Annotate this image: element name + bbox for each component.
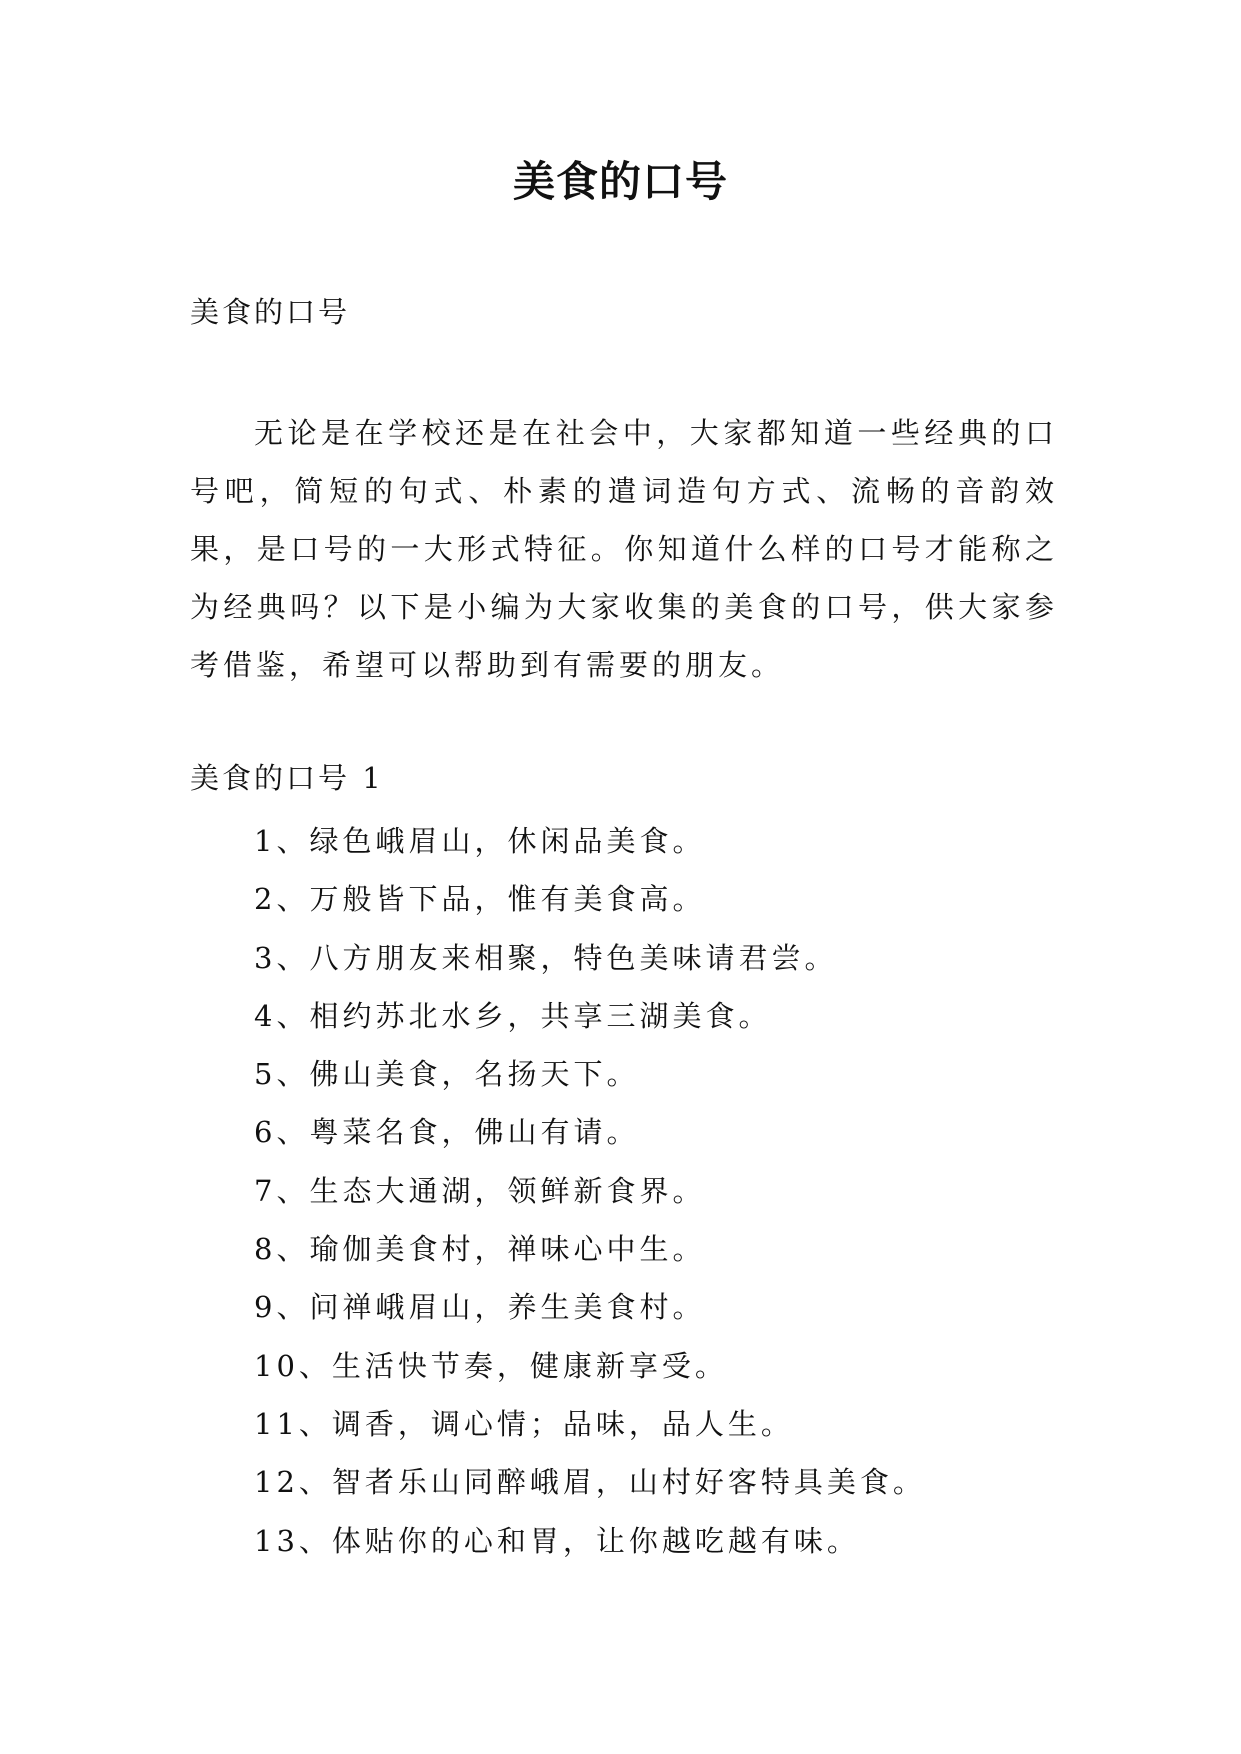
slogan-item: 10、生活快节奏，健康新享受。 — [254, 1348, 728, 1383]
document-title: 美食的口号 — [512, 157, 728, 206]
document-subtitle: 美食的口号 — [190, 295, 351, 329]
slogan-item: 5、佛山美食，名扬天下。 — [254, 1057, 640, 1092]
slogan-item: 6、粤菜名食，佛山有请。 — [254, 1115, 640, 1150]
slogan-item: 8、瑜伽美食村，禅味心中生。 — [254, 1232, 706, 1267]
slogan-item: 2、万般皆下品，惟有美食高。 — [254, 882, 706, 917]
slogan-item: 1、绿色峨眉山，休闲品美食。 — [254, 824, 706, 858]
slogan-item: 4、相约苏北水乡，共享三湖美食。 — [254, 998, 772, 1033]
slogan-item: 12、智者乐山同醉峨眉，山村好客特具美食。 — [254, 1465, 926, 1500]
slogan-item: 9、问禅峨眉山，养生美食村。 — [254, 1290, 706, 1325]
slogan-item: 3、八方朋友来相聚，特色美味请君尝。 — [254, 940, 838, 975]
intro-paragraph: 无论是在学校还是在社会中，大家都知道一些经典的口号吧，简短的句式、朴素的遣词造句方式、流畅的音韵效果，是口号的一大形式特征。你知道什么样的口号才能称之为经典吗？以下是小编为大家收集的美食的口号，供大家参考借鉴，希望可以帮助到有需要的朋友。 — [190, 416, 1058, 682]
slogan-list — [254, 812, 926, 1570]
slogan-item: 11、调香，调心情；品味，品人生。 — [254, 1406, 794, 1441]
slogan-item: 7、生态大通湖，领鲜新食界。 — [254, 1173, 706, 1208]
slogan-item: 13、体贴你的心和胃，让你越吃越有味。 — [254, 1523, 860, 1558]
section-heading: 美食的口号 1 — [190, 761, 384, 795]
